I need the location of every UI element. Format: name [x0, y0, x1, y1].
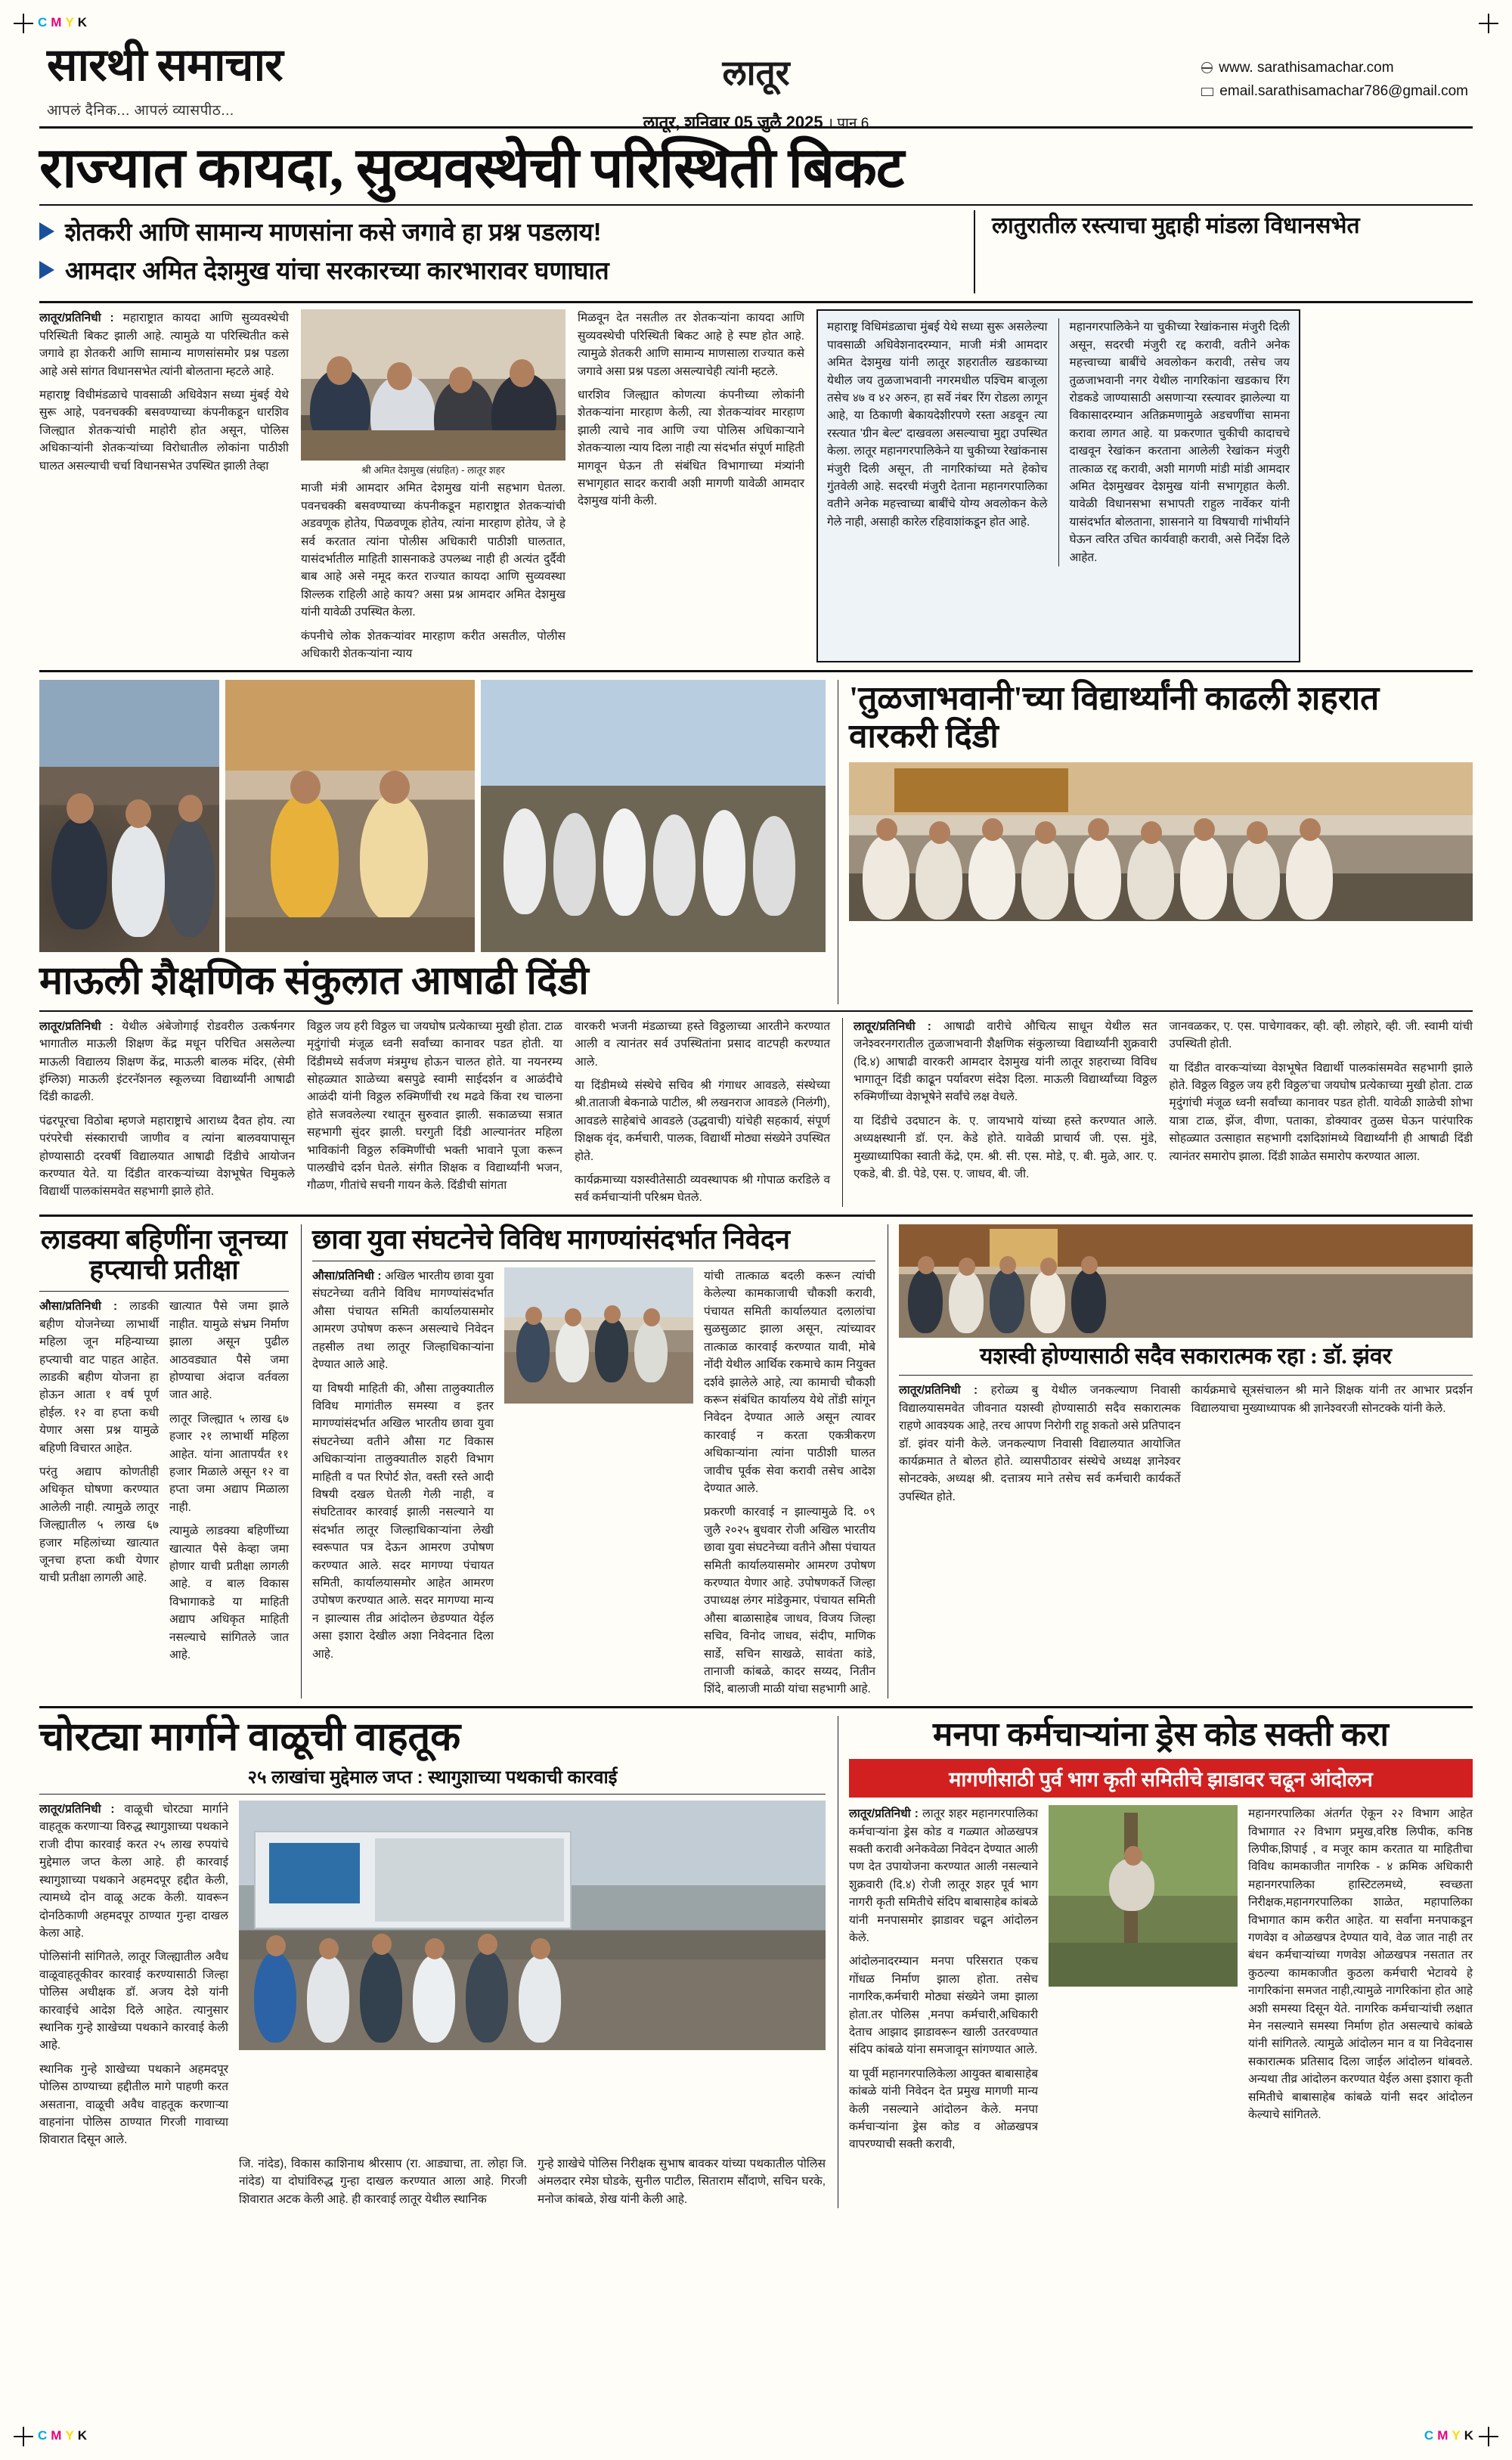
newspaper-title: सारथी समाचार: [47, 40, 283, 90]
manpa-story: [838, 1716, 1473, 2208]
ladki-bahin-story: [39, 1224, 289, 1698]
dindi-col-3: [575, 1018, 830, 1207]
valu-byline: लातूर/प्रतिनिधी :: [39, 1803, 115, 1816]
dindi-para-6: कार्यक्रमाच्या यशस्वीतेसाठी व्यवस्थापक श्री गोपाळ करडिले व सर्व कर्मचाऱ्यांनी परिश्रम घेतले.: [575, 1173, 830, 1205]
yashasvi-story: [888, 1224, 1473, 1698]
tuljabhavani-block: [838, 680, 1473, 1004]
dateline-text: लातूर, शनिवार 05 जुलै 2025: [643, 113, 823, 132]
cmyk-color-bar-top: C M Y K: [38, 15, 88, 29]
chhava-byline: औसा/प्रतिनिधी :: [312, 1270, 382, 1283]
registration-mark-bottom-right: [1479, 2427, 1498, 2446]
valu-headline: चोरट्या मार्गाने वाळूची वाहतूक: [39, 1715, 461, 1759]
sidebar-para-2: महानगरपालिकेने या चुकीच्या रेखांकनास मंजुरी दिली असून, सदरची मंजुरी रद्द करावी, वतीने अनेक महत्त्वाच्या बाबींचे अवलोकन करावी, तसेच जय तुळजाभवानी नगर येथील नागरिकांना खडकाच रिंग रोडकडे जाण्यासाठी असणाऱ्या रस्त्यावर झालेल्या या विकासादरम्यान अतिक्रमणामुळे अडचणींचा सामना करावा लागत आहे. या प्रकरणात चुकीची कादाचचे दाखवून रेखांकन करताना आलेली रेखांकन मंजुरी तात्काळ रद्द करावी, अशी मागणी मांडी मांडी आमदार अमित देशमुखवर देशमुख यांनी सभागृहात केली. यावेळी विधानसभा सभापती राहुल नार्वेकर यांनी यासंदर्भात बोलताना, शासनाने या विषयाची गांभीर्याने घेऊन त्वरित उचित कार्यवाही करावी, असे निर्देश दिले आहेत.: [1058, 318, 1290, 566]
cmyk-color-bar-bottom-left: C M Y K: [38, 2428, 88, 2443]
tulja-col-1: [842, 1018, 1473, 1207]
manpa-headline: मनपा कर्मचाऱ्यांना ड्रेस कोड सक्ती करा: [933, 1715, 1389, 1753]
ladki-para-4: लातूर जिल्ह्यात ५ लाख ६७ हजार २१ लाभार्थी महिला आहेत. यांना आतापर्यंत ११ हजार मिळाले असून १२ वा हप्ता जमा अद्याप मिळाला नाही.: [169, 1412, 289, 1514]
registration-mark-bottom-left: [14, 2427, 33, 2446]
lead-para-2: महाराष्ट्र विधीमंडळाचे पावसाळी अधिवेशन सध्या मुंबई येथे सुरू आहे, पवनचक्की बसवण्याच्या कंपनीकडून धारशिव जिल्ह्यात शेतकऱ्यांची माहोरी होत असून, पोलिस अधिकाऱ्यांनी शेतकऱ्यांच्या विरोधातील लोकांना पाठीशी घालत असल्याची चर्चा विधानसभेत उपस्थित झाली तेव्हा: [39, 389, 289, 473]
middle-row: [39, 1224, 1473, 1698]
lead-byline: लातूर/प्रतिनिधी :: [39, 312, 114, 325]
manpa-para-1: लातूर शहर महानगरपालिका कर्मचाऱ्यांना ड्रेस कोड व गळ्यात ओळखपत्र सक्ती करावी अनेकवेळा निवेदन देण्यात आली पण देत उपायोजना करण्यात आली नसल्याने शुक्रवारी (दि.४) रोजी लातूर शहर पूर्व भाग नागरी कृती समितीचे संदिप बाबासाहेब कांबळे यांनी मनपासमोर झाडावर चढून आंदोलन केले.: [849, 1807, 1038, 1944]
manpa-byline: लातूर/प्रतिनिधी :: [849, 1807, 919, 1821]
valu-para-3: स्थानिक गुन्हे शाखेच्या पथकाने अहमदपूर पोलिस ठाण्याच्या हद्दीतील मागे पाहणी करत असताना, वाळूची अवैध वाहतूक करणाऱ्या वाहनांना पोलिस ठाण्यात गिरजी गावाच्या शिवारात दिसून आले.: [39, 2062, 228, 2147]
website-text[interactable]: www. sarathisamachar.com: [1219, 60, 1394, 76]
yashasvi-para-2: कार्यक्रमाचे सूत्रसंचालन श्री माने शिक्षक यांनी तर आभार प्रदर्शन विद्यालयाचा मुख्याध्यापक श्री ज्ञानेश्वरजी सोनटक्के यांनी केले.: [1191, 1384, 1473, 1415]
bullet-triangle-icon: [39, 222, 54, 240]
tulja-para-2: या दिंडीचे उदघाटन के. ए. जायभाये यांच्या हस्ते करण्यात आले. अध्यक्षस्थानी डॉ. एन. केडे होते. यावेळी प्राचार्य जी. एस. मुंडे, मुख्याध्यापिका स्वाती केंद्रे, एम. श्री. सी. एस. मोडे, ए. बी. मुळे, आर. ए. एकडे, बी. डी. पेडे, एस. ए. जाधव, बी. जी.: [854, 1114, 1157, 1180]
dindi-photo-row: [39, 680, 1473, 1004]
valu-para-1: वाळूची चोरट्या मार्गाने वाहतूक करणाऱ्या विरुद्ध स्थागुशाच्या पथकाने राजी दीपा कारवाई करत २५ लाख रुपयांचे मुद्देमाल जप्त केला आहे. ही कारवाई स्थागुशाच्या पथकाने अहमदपूर हद्दीत केली, त्यामध्ये दोन वाळू अटक केली. यावरून दोनठिकाणी अहमदपूर ठाण्यात गुन्हा दाखल केला आहे.: [39, 1803, 228, 1940]
dindi-photo-1: [39, 680, 219, 952]
lead-para-4: कंपनीचे लोक शेतकऱ्यांवर मारहाण करीत असतील, पोलीस अधिकारी शेतकऱ्यांना न्याय: [301, 629, 565, 661]
dindi-col-1: [39, 1018, 295, 1207]
valu-photo: [239, 1801, 826, 2050]
sidebar-story: [816, 309, 1300, 662]
dindi-byline: लातूर/प्रतिनिधी :: [39, 1019, 114, 1033]
lead-photo-caption: श्री अमित देशमुख (संग्रहित) - लातूर शहर: [361, 464, 505, 476]
valu-subline-right: : स्थागुशाच्या पथकाची कारवाई: [417, 1767, 618, 1788]
valu-story: [39, 1716, 826, 2208]
valu-subline-left: २५ लाखांचा मुद्देमाल जप्त: [247, 1767, 412, 1788]
sidebar-para-1: महाराष्ट्र विधिमंडळाचा मुंबई येथे सध्या सुरू असलेल्या पावसाळी अधिवेशनादरम्यान, माजी मंत्री आमदार अमित देशमुख यांनी लातूर शहरातील खडकाच्या येथील जय तुळजाभवानी नगरमधील पश्चिम बाजूला तसेच ४७ व ४२ अरुन, हा सर्वे नंबर रिंग रोडला लागून आहे, या ठिकाणी बेकायदेशीरपणे रस्ता अडवून त्या रस्त्यात 'ग्रीन बेल्ट' दाखवला असल्याचा मुद्दा उपस्थित केला. लातूर महानगरपालिकेने या चुकीच्या रेखांकनास मंजुरी दिली असून, ती नागरिकांच्या मते हेकोच गुंतवेली आहे. सदरची मंजुरी देताना महानगरपालिका वतीने अनेक महत्त्वाच्या बाबींचे योग्य अवलोकन केले गेले नाही, असाही कारेल रहिवाशांकडून होत आहे.: [827, 321, 1048, 529]
chhava-para-4: यांची तात्काळ बदली करून त्यांची केलेल्या कामकाजाची चौकशी करावी, पंचायत समिती कार्यालयात दलालांचा सुळसुळाट झाला असून, त्यांच्यावर तात्काळ कारवाई करण्यात यावी, मोबे नोंदी येथील आर्थिक रकमाचे काम नियुक्त दर्शवे झालेले आहे, त्या कामाची चौकशी करून संबंधित कार्यालय येथे तोंडी सांगून निवेदन देण्यात आले असून त्यावर कारवाई न करता एकत्रीकरण अधिकाऱ्यांना त्यांना पाठीशी घालत जावीच पूर्वक सेवा करावी तसेच आदेश देण्यात आले.: [704, 1270, 875, 1495]
lead-story-headline-block: [39, 139, 1473, 303]
dindi-body-row: [39, 1018, 1473, 1207]
lead-subheadline-1: शेतकरी आणि सामान्य माणसांना कसे जगावे हा प्रश्न पडलाय!: [65, 217, 602, 246]
manpa-para-4: महानगरपालिका अंतर्गत ऐकून २२ विभाग आहेत विभागात २२ विभाग प्रमुख,वरिष्ठ लिपीक, कनिष्ठ लिपीक,शिपाई , व मजूर काम करतात या माहितीचा विविध कामकाजीत नागरिक - ४ क्रमिक अधिकारी महानगरपालिका हास्टिटलमध्ये, स्वच्छता निरीक्षक,महानगरपालिका शाळेत, महापालिका विभागात काम करीत आहेत. या सर्वांना मनपाकडून गणवेश व ओळखपत्र देण्यात यावे, वेळ जात नाही तर बंधन कर्मचाऱ्यांच्या गणवेश ओळखपत्र नसतात तर कुठल्या कामकाजीत कुठला कर्मचारी भेटावये हे नागरिकांना समजत नाही,त्यामुळे नागरिकांना होत आहे अशी समस्या दिसून येते. नागरिक कर्मचाऱ्यांची लक्षात मेन नसल्याने समस्या निर्माण होत असल्याचे कांबळे यांनी सांगितले. त्यामुळे आंदोलन मान व या निवेदनास सकारात्मक प्रतिसाद दिला जाईल आंदोलन थांबवले. अन्यथा तीव्र आंदोलन करण्यात येईल असा इशारा कृती समितीचे बाबासाहेब कांबळे यांनी सदर आंदोलन केल्याचे सांगितले.: [1248, 1807, 1473, 2121]
dindi-para-5: या दिंडीमध्ये संस्थेचे सचिव श्री गंगाधर आवडले, संस्थेच्या श्री.ताताजी बेकनाळे पाटील, श्री लखनराज आवडले (निलंगी), आवडले साहेबांचे आवडले (उद्धवाची) यांचेही सहकार्य, संपूर्ण शिक्षक वृंद, कर्मचारी, पालक, विद्यार्थी मोठ्या संख्येने उपस्थित होते.: [575, 1078, 830, 1163]
chhava-photo: [504, 1267, 693, 1404]
tulja-para-1: आषाढी वारीचे औचित्य साधून येथील सत जनेश्वरनगरातील तुळजाभवानी शैक्षणिक संकुलाच्या विद्यार्थ्यांनी शुक्रवारी (दि.४) आषाढी वारकरी आमदार देशमुख यांनी लातूर शहराच्या विविध भागातून दिंडी काढून पर्यावरण संदेश दिला. माऊली विद्यार्थ्यांच्या विठ्ठल रुक्मिणींच्या वेशभूषेने सर्वांचे लक्ष वेधले.: [854, 1019, 1157, 1104]
valu-para-2: पोलिसांनी सांगितले, लातूर जिल्ह्यातील अवैध वाळूवाहतूकीवर कारवाई करण्यासाठी जिल्हा पोलिस अधीक्षक डॉ. अजय देशे यांनी कारवाईचे आदेश दिले आहेत. त्यानुसार स्थानिक गुन्हे शाखेच्या पथकाने कारवाई केली आहे.: [39, 1950, 228, 2052]
email-text[interactable]: email.sarathisamachar786@gmail.com: [1219, 83, 1468, 100]
ladki-para-1: लाडकी बहीण योजनेच्या लाभार्थी महिला जून महिन्याच्या हप्त्याची वाट पाहत आहेत. लाडकी बहीण योजना हा होऊन आता १ वर्ष पूर्ण होईल. १२ वा हप्ता कधी येणार असा प्रश्न यामुळे बहिणी विचारत आहेत.: [39, 1300, 160, 1455]
dindi-photo-2: [225, 680, 475, 952]
valu-para-4: जि. नांदेड), विकास काशिनाथ श्रीरसाप (रा. आड्याचा, ता. लोहा जि. नांदेड) या दोघांविरुद्ध गुन्हा दाखल करण्यात आला आहे. गिरजी शिवारात अटक केली आहे. ही कारवाई लातूर येथील स्थानिक: [239, 2157, 527, 2206]
yashasvi-photo: [899, 1224, 1473, 1338]
dindi-para-4: वारकरी भजनी मंडळाच्या हस्ते विठ्ठलाच्या आरतीने करण्यात आली व त्यानंतर सर्व उपस्थितांना प्रसाद वाटपही करण्यात आले.: [575, 1019, 830, 1069]
lead-para-6: धारशिव जिल्ह्यात कोणत्या कंपनीच्या लोकांनी शेतकऱ्यांना मारहाण केली, त्या शेतकऱ्यांवर मारहाण झाली त्याचे नाव आणि ज्या पोलिस अधिकाऱ्याने शेतकऱ्याला न्याय दिला नाही त्या संदर्भात संपूर्ण माहिती मागवून घेऊन ती संबंधित विभागाच्या मंत्र्यांनी सभागृहात सादर करावी अशी मागणी यावेळी आमदार देशमुख यांनी केली.: [578, 389, 804, 508]
yashasvi-byline: लातूर/प्रतिनिधी :: [899, 1384, 978, 1398]
masthead-contact: [1201, 56, 1468, 104]
chhava-headline: छावा युवा संघटनेचे विविध मागण्यांसंदर्भात निवेदन: [312, 1224, 790, 1255]
edition-city: लातूर: [722, 54, 790, 92]
globe-icon: [1201, 62, 1213, 73]
edition-dateline: [643, 110, 869, 133]
dindi-headline: माऊली शैक्षणिक संकुलात आषाढी दिंडी: [39, 960, 589, 1004]
cmyk-color-bar-bottom-right: C M Y K: [1424, 2428, 1474, 2443]
manpa-photo: [1049, 1805, 1238, 1987]
lead-story-photo: [301, 309, 565, 461]
lead-para-1: महाराष्ट्रात कायदा आणि सुव्यवस्थेची परिस्थिती बिकट झाली आहे. त्यामुळे या परिस्थितीत कसे जगावे हा शेतकरी आणि सामान्य माणसांसमोर प्रश्न पडला आहे असे सांगत विधानसभेत त्यांनी बोलताना म्हटले आहे.: [39, 312, 289, 378]
valu-subline: [39, 1764, 826, 1789]
masthead-center: [643, 48, 869, 133]
lead-subheadline-2: आमदार अमित देशमुख यांचा सरकारच्या कारभारावर घणाघात: [65, 256, 609, 285]
bottom-row: [39, 1716, 1473, 2208]
dindi-para-1: येथील अंबेजोगाई रोडवरील उत्कर्षनगर भागातील माऊली शिक्षण केंद्र मधून परिचित असलेल्या माऊली विद्यालय शिक्षण केंद्र, माऊली बालक मंदिर, (सेमी इंग्लिश) माऊली इंटरनॅशनल स्कूलच्या विद्यार्थ्यांनी आषाढी दिंडी काढली.: [39, 1019, 295, 1104]
yashasvi-headline: यशस्वी होण्यासाठी सदैव सकारात्मक रहा : डॉ. झंवर: [980, 1343, 1392, 1369]
tulja-para-3: जानवळकर, ए. एस. पाचेगावकर, व्ही. व्ही. लोहारे, व्ही. जी. स्वामी यांची उपस्थिती होती.: [1169, 1019, 1473, 1051]
chhava-story: [301, 1224, 875, 1698]
manpa-para-3: या पूर्वी महानगरपालिकेला आयुक्त बाबासाहेब कांबळे यांनी निवेदन देत प्रमुख मागणी मान्य केली नसल्याने आंदोलन केले. मनपा कर्मचाऱ्यांना ड्रेस कोड व ओळखपत्र वापरण्याची सक्ती करावी,: [849, 2067, 1038, 2151]
dindi-para-3: विठ्ठल जय हरी विठ्ठल चा जयघोष प्रत्येकाच्या मुखी होता. टाळ मृदुंगांची मंजूळ ध्वनी सर्वांच्या कानावर पडत होती. या दिंडीमध्ये सर्वजण मंत्रमुग्ध होऊन चालत होते. या नयनरम्य सोहळ्यात शाळेच्या बसपुढे स्वामी साईदर्शन व आळंदीचे आळंदी यांनी विठ्ठल रुक्मिणींची रथ मढवे किंवा रथ चालना होते सजवलेल्या रथातून सुरुवात झाली. सकाळच्या सत्रात सहभागी सुंदर झाली. घरगुती दिंडी आल्यानंतर महिला भाविकांनी विठ्ठल रुक्मिणींची भक्ती भावाने पूजा करून पालखीचे दर्शन घेतले. संगीत शिक्षक व विद्यार्थ्यांनी भजन, गौळण, गीतांचे सचनी गायन केले. दिंडीची सांगता: [307, 1019, 562, 1193]
registration-mark-top-left: [14, 14, 33, 33]
lead-col-2: [301, 309, 565, 662]
valu-para-5: गुन्हे शाखेचे पोलिस निरीक्षक सुभाष बावकर यांच्या पथकातील पोलिस अंमलदार रमेश घोडके, सुनील पाटील, सिताराम सौंदाणे, सचिन घरके, मनोज कांबळे, शेख यांनी केली आहे.: [538, 2157, 826, 2206]
lead-subheadlines: [39, 210, 975, 294]
lead-col-3: [578, 309, 804, 662]
tuljabhavani-headline: 'तुळजाभवानी'च्या विद्यार्थ्यांनी काढली शहरात वारकरी दिंडी: [849, 680, 1380, 755]
dindi-photo-3: [481, 680, 826, 952]
bullet-triangle-icon: [39, 261, 54, 279]
dindi-photo-group: [39, 680, 826, 1004]
chhava-para-5: प्रकरणी कारवाई न झाल्यामुळे दि. ०९ जुलै २०२५ बुधवार रोजी अखिल भारतीय छावा युवा संघटनेच्या वतीने औसा पंचायत समिती कार्यालयासमोर आमरण उपोषण करण्यात येणार आहे. उपोषणकर्ते जिल्हा उपाध्यक्ष लंगर मांडेकुमार, पंचायत समिती औसा बाळासाहेब जाधव, विजय जिल्हा सचिव, विनोद जाधव, संदीप, माणिक सार्डे, सचिन साखळे, सावंता कांडे, तानाजी कांबळे, कादर सय्यद, नितीन शिंदे, बालाजी माळी यांचा सहभागी आहे.: [704, 1506, 875, 1696]
masthead-left: [47, 42, 283, 119]
lead-story-body: [39, 309, 1473, 662]
ladki-para-2: परंतु अद्याप कोणतीही अधिकृत घोषणा करण्यात आलेली नाही. त्यामुळे लातूर जिल्ह्यातील ५ लाख ६७ हजार महिलांच्या खात्यात जूनचा हप्ता कधी येणार याची प्रतीक्षा लागली आहे.: [39, 1466, 159, 1585]
tulja-para-4: या दिंडीत वारकऱ्यांच्या वेशभूषेत विद्यार्थी पालकांसमवेत सहभागी झाले होते. विठ्ठल विठ्ठल जय हरी विठ्ठल'चा जयघोष प्रत्येकाच्या मुखी होता. टाळ मृदुंगांची मंजूळ ध्वनी सर्वांच्या कानावर पडत होती. यावेळी शाळेची शोभा यात्रा टाळ, झेंज, वीणा, पताका, डोक्यावर तुळस घेऊन पारंपारिक सोहळ्यात उत्साहात सहभागी दशदिशांमध्ये विद्यार्थ्यांनी ही आषाढी दिंडी त्यानंतर समारोप झाला. दिंडी शाळेत समारोप करण्यात आला.: [1169, 1061, 1473, 1163]
lead-para-5: मिळवून देत नसतील तर शेतकऱ्यांना कायदा आणि सुव्यवस्थेची परिस्थिती बिकट आहे हे स्पष्ट होत आहे. त्यामुळे शेतकरी आणि सामान्य माणसाला राज्यात कसे जगावे असा प्रश्न पडला असल्याचेही त्यांनी म्हटले.: [578, 312, 804, 378]
dindi-para-2: पंढरपूरचा विठोबा म्हणजे महाराष्ट्राचे आराध्य दैवत होय. त्या परंपरेची संस्काराची जाणीव व त्यांना बालवयापासून होण्यासाठी दरवर्षी विद्यालयात आषाढी दिंडीचे आयोजन करण्यात येते. या दिंडीत वारकऱ्यांच्या वेशभूषेत चिमुकले विद्यार्थी पालकांसमवेत सहभागी झाले होते.: [39, 1114, 295, 1199]
lead-para-3: माजी मंत्री आमदार अमित देशमुख यांनी सहभाग घेतला. पवनचक्की बसवण्याच्या कंपनीकडून महाराष्ट्रात शेतकऱ्यांची अडवणूक होतेय, पिळवणूक होतेय, त्यांना मारहाण होतेय, जे हे सर्व करतात त्यांना पोलीस अधिकारी पाठीशी घालतात, यासंदर्भातील माहिती शासनाकडे उपलब्ध नाही ही अत्यंत दुर्दैवी बाब आहे असे नमूद करत राज्यात कायदा आणि सुव्यवस्था शिल्लक राहिली आहे काय? असा प्रश्न आमदार अमित देशमुख यांनी यावेळी उपस्थित केला.: [301, 482, 565, 619]
mail-icon: [1201, 88, 1213, 96]
manpa-para-2: आंदोलनादरम्यान मनपा परिसरात एकच गोंधळ निर्माण झाला होता. तसेच नागरिक,कर्मचारी मोठ्या संख्येने जमा झाला होता.तर पोलिस ,मनपा कर्मचारी,अधिकारी देताच आझाद झाडावरून खाली उतरवण्यात संदिप कांबळे यांना समजावून सांगण्यात आले.: [849, 1955, 1038, 2057]
newspaper-tagline: आपलं दैनिक... आपलं व्यासपीठ...: [47, 103, 234, 119]
registration-mark-top-right: [1479, 14, 1498, 33]
tuljabhavani-photo: [849, 762, 1473, 921]
sidebar-story-headline: लातुरातील रस्त्याचा मुद्दाही मांडला विधानसभेत: [992, 212, 1360, 238]
page-number-label: । पान 6: [827, 116, 869, 132]
tulja-byline: लातूर/प्रतिनिधी :: [854, 1019, 931, 1033]
masthead: [39, 39, 1473, 132]
lead-headline: राज्यात कायदा, सुव्यवस्थेची परिस्थिती बिकट: [39, 138, 904, 200]
ladki-byline: औसा/प्रतिनिधी :: [39, 1300, 118, 1314]
ladki-para-3: खात्यात पैसे जमा झाले नाहीत. यामुळे संभ्रम निर्माण झाला असून पुढील आठवड्यात पैसे जमा होण्याचा अंदाज वर्तवला जात आहे.: [169, 1300, 289, 1402]
yashasvi-para-1: हरोळ्य बु येथील जनकल्याण निवासी विद्यालयासमवेत जीवनात यशस्वी होण्यासाठी सदैव सकारात्मक राहणे आवश्यक आहे, तरच आपण निरोगी राहू शकतो असे प्रतिपादन डॉ. झंवर यांनी केले. जनकल्याण निवासी विद्यालयात आयोजित कार्यक्रमात ते बोलत होते. व्यासपीठावर संस्थेचे अध्यक्ष ज्ञानेश्वर सोनटक्के, अध्यक्ष श्री. दत्तात्रय माने तसेच सर्व कर्मचारी कार्यकर्ते उपस्थित होते.: [899, 1384, 1181, 1503]
ladki-para-5: त्यामुळे लाडक्या बहिणींच्या खात्यात पैसे केव्हा जमा होणार याची प्रतीक्षा लागली आहे. व बाल विकास विभागाकडे या माहिती अद्याप अधिकृत माहिती नसल्याचे सांगितले जात आहे.: [169, 1525, 289, 1662]
ladki-bahin-headline: लाडक्या बहिणींना जूनच्या हप्त्याची प्रतीक्षा: [40, 1224, 288, 1286]
chhava-para-2: या विषयी माहिती की, औसा तालुक्यातील विविध मागांतील समस्या व इतर मागण्यांसंदर्भात अखिल भारतीय छावा युवा संघटनेच्या वतीने औसा गट विकास अधिकाऱ्यांना तालुक्यातील शहरी विभाग माहिती व पत रिपोर्ट शेत, वस्ती रस्ते आदी विषयी दखल घेतली गेली नाही, व संघटितावर कारवाई झाली नसल्याने या संदर्भात लातूर जिल्हाधिकाऱ्यांना लेखी स्वरूपात पत्र देऊन आमरण उपोषण करण्यात आले. सदर मागण्या पंचायत समिती, कार्यालयासमोर आहेत आमरण उपोषण करण्यात आले. सदर मागण्या मान्य न झाल्यास तीव्र आंदोलन छेडण्यात येईल असा इशारा देखील अशा निवेदनात दिला आहे.: [312, 1382, 494, 1661]
manpa-redbar: मागणीसाठी पुर्व भाग कृती समितीचे झाडावर चढून आंदोलन: [849, 1759, 1473, 1798]
dindi-col-2: [307, 1018, 562, 1207]
lead-col-1: [39, 309, 289, 662]
chhava-para-1: अखिल भारतीय छावा युवा संघटनेच्या वतीने विविध मागण्यांसंदर्भात औसा पंचायत समिती कार्यालयासमोर आमरण उपोषण करून असल्याचे निवेदन तहसील तथा लातूर जिल्हाधिकाऱ्यांना देण्यात आले आहे.: [312, 1270, 494, 1372]
